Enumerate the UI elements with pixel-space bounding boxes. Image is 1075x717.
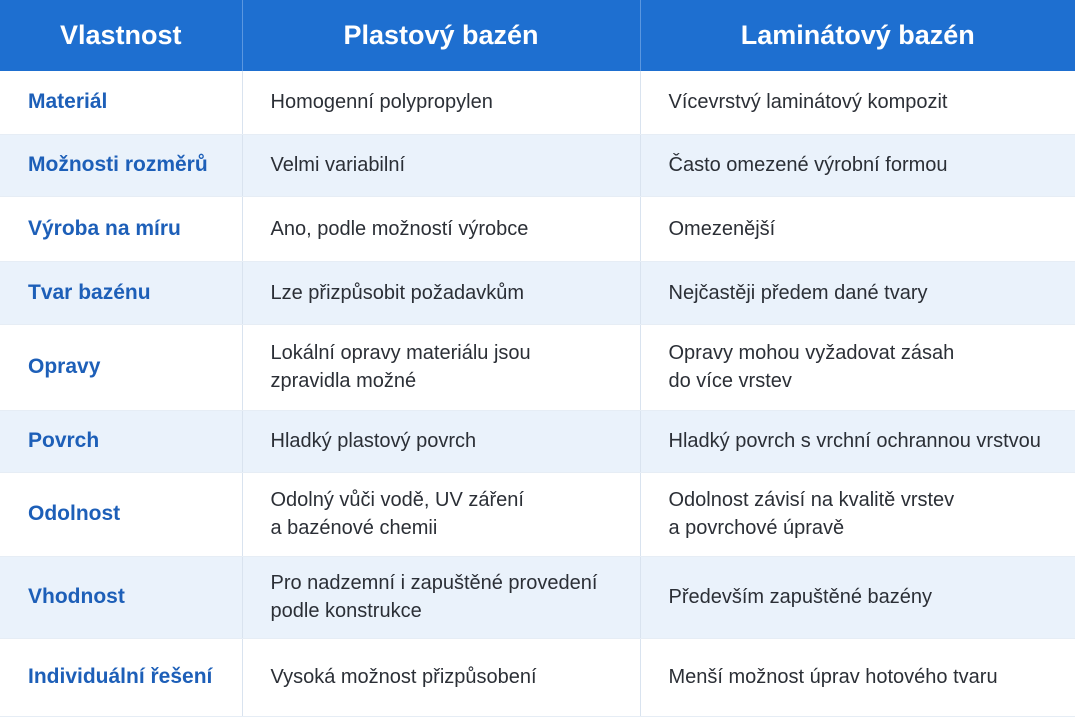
header-plastic-pool: Plastový bazén	[242, 0, 640, 71]
laminate-cell	[640, 71, 1075, 134]
table-row	[0, 261, 1075, 324]
laminate-cell	[640, 410, 1075, 472]
table-row	[0, 638, 1075, 716]
cell-line: Hladký plastový povrch	[271, 427, 640, 455]
cell-line: Lze přizpůsobit požadavkům	[271, 279, 640, 307]
cell-line: Omezenější	[669, 215, 1075, 243]
plastic-cell	[242, 638, 640, 716]
property-cell: Výroba na míru	[0, 196, 242, 261]
laminate-cell	[640, 134, 1075, 196]
header-row	[0, 0, 1075, 71]
plastic-cell	[242, 134, 640, 196]
cell-line: podle konstrukce	[271, 597, 640, 625]
table-row	[0, 196, 1075, 261]
property-cell: Odolnost	[0, 472, 242, 556]
laminate-cell	[640, 196, 1075, 261]
cell-line: Především zapuštěné bazény	[669, 583, 1075, 611]
laminate-cell	[640, 261, 1075, 324]
laminate-cell	[640, 638, 1075, 716]
property-cell: Možnosti rozměrů	[0, 134, 242, 196]
table-row	[0, 134, 1075, 196]
cell-line: do více vrstev	[669, 367, 1075, 395]
cell-line: Odolnost závisí na kvalitě vrstev	[669, 486, 1075, 514]
table-row	[0, 71, 1075, 134]
property-cell: Materiál	[0, 71, 242, 134]
cell-line: Vícevrstvý laminátový kompozit	[669, 88, 1075, 116]
cell-line: Velmi variabilní	[271, 151, 640, 179]
table-body	[0, 71, 1075, 716]
property-cell: Tvar bazénu	[0, 261, 242, 324]
plastic-cell	[242, 556, 640, 638]
cell-line: zpravidla možné	[271, 367, 640, 395]
cell-line: Opravy mohou vyžadovat zásah	[669, 339, 1075, 367]
table-row	[0, 410, 1075, 472]
table-row	[0, 472, 1075, 556]
plastic-cell	[242, 261, 640, 324]
cell-line: Často omezené výrobní formou	[669, 151, 1075, 179]
header-property: Vlastnost	[0, 0, 242, 71]
plastic-cell	[242, 71, 640, 134]
plastic-cell	[242, 472, 640, 556]
cell-line: Hladký povrch s vrchní ochrannou vrstvou	[669, 427, 1075, 455]
laminate-cell	[640, 556, 1075, 638]
laminate-cell	[640, 324, 1075, 410]
property-cell: Vhodnost	[0, 556, 242, 638]
table-row	[0, 324, 1075, 410]
cell-line: Odolný vůči vodě, UV záření	[271, 486, 640, 514]
property-cell: Individuální řešení	[0, 638, 242, 716]
cell-line: Vysoká možnost přizpůsobení	[271, 663, 640, 691]
cell-line: Ano, podle možností výrobce	[271, 215, 640, 243]
cell-line: Pro nadzemní i zapuštěné provedení	[271, 569, 640, 597]
header-laminate-pool: Laminátový bazén	[640, 0, 1075, 71]
cell-line: Homogenní polypropylen	[271, 88, 640, 116]
cell-line: Nejčastěji předem dané tvary	[669, 279, 1075, 307]
cell-line: a povrchové úpravě	[669, 514, 1075, 542]
plastic-cell	[242, 410, 640, 472]
cell-line: Lokální opravy materiálu jsou	[271, 339, 640, 367]
table-row	[0, 556, 1075, 638]
property-cell: Opravy	[0, 324, 242, 410]
plastic-cell	[242, 196, 640, 261]
plastic-cell	[242, 324, 640, 410]
property-cell: Povrch	[0, 410, 242, 472]
cell-line: a bazénové chemii	[271, 514, 640, 542]
cell-line: Menší možnost úprav hotového tvaru	[669, 663, 1075, 691]
table-header	[0, 0, 1075, 71]
laminate-cell	[640, 472, 1075, 556]
